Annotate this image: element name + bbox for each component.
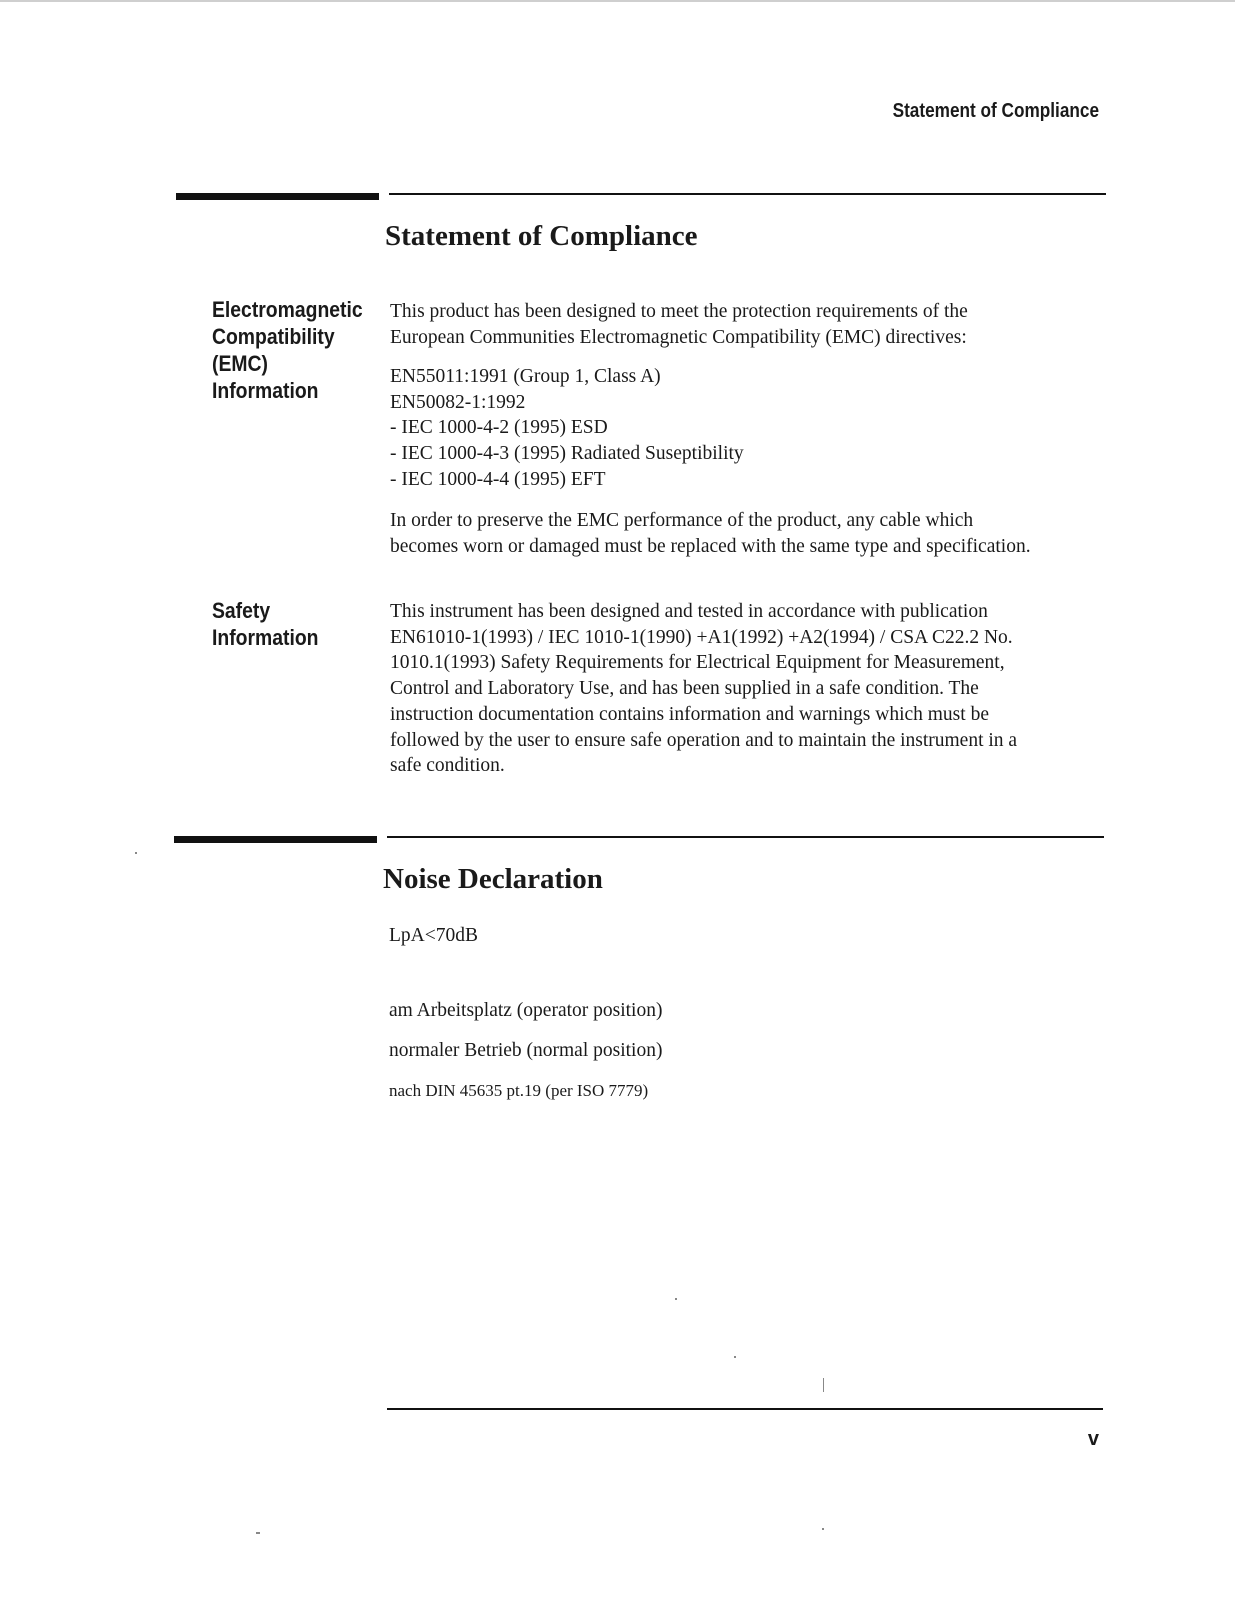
safety-line: EN61010-1(1993) / IEC 1010-1(1990) +A1(1992) +A2(1994) / CSA C22.2 No. <box>390 626 1013 648</box>
emc-intro-line: This product has been designed to meet the protection requirements of the <box>390 301 968 322</box>
emc-note <box>390 508 1031 559</box>
top-edge-rule <box>0 0 1235 2</box>
safety-line: This instrument has been designed and tested in accordance with publication <box>390 601 988 622</box>
safety-label-line: Safety <box>212 598 271 623</box>
emc-standard: EN55011:1991 (Group 1, Class A) <box>390 366 661 387</box>
emc-intro <box>390 299 968 350</box>
noise-line: normaler Betrieb (normal position) <box>389 1040 663 1061</box>
section-title-compliance: Statement of Compliance <box>385 220 698 252</box>
emc-intro-line: European Communities Electromagnetic Compatibility (EMC) directives: <box>390 326 967 348</box>
emc-label-line: Electromagnetic <box>212 297 363 322</box>
noise-level: LpA<70dB <box>389 925 478 946</box>
emc-label-line: (EMC) <box>212 351 268 376</box>
section-divider-rule <box>387 836 1104 838</box>
safety-line: followed by the user to ensure safe operation and to maintain the instrument in a <box>390 729 1018 751</box>
emc-label-line: Compatibility <box>212 324 335 349</box>
emc-standards-list <box>390 364 744 493</box>
safety-label <box>212 597 318 651</box>
page-number: v <box>1087 1428 1099 1450</box>
footer-rule <box>387 1408 1103 1410</box>
noise-line: nach DIN 45635 pt.19 (per ISO 7779) <box>389 1081 649 1100</box>
safety-label-line: Information <box>212 625 319 650</box>
emc-standard: - IEC 1000-4-4 (1995) EFT <box>390 468 606 490</box>
emc-standard: - IEC 1000-4-2 (1995) ESD <box>390 417 608 439</box>
section-divider-bar <box>174 836 377 843</box>
noise-line: am Arbeitsplatz (operator position) <box>389 1000 663 1021</box>
safety-line: instruction documentation contains information and warnings which must be <box>390 703 989 725</box>
scan-speck <box>734 1356 736 1358</box>
emc-note-line: In order to preserve the EMC performance of the product, any cable which <box>390 510 974 531</box>
scan-speck <box>822 1528 824 1530</box>
scan-speck <box>823 1378 824 1392</box>
section-divider-bar <box>176 193 379 200</box>
safety-line: Control and Laboratory Use, and has been supplied in a safe condition. The <box>390 678 979 700</box>
emc-note-line: becomes worn or damaged must be replaced with the same type and specification. <box>390 535 1031 557</box>
safety-line: safe condition. <box>390 755 505 777</box>
running-header: Statement of Compliance <box>892 100 1099 122</box>
emc-label-line: Information <box>212 378 319 403</box>
scan-speck <box>135 852 137 854</box>
emc-standard: EN50082-1:1992 <box>390 391 526 413</box>
section-title-noise: Noise Declaration <box>383 863 603 895</box>
scan-speck <box>256 1532 260 1534</box>
section-divider-rule <box>389 193 1106 195</box>
emc-standard: - IEC 1000-4-3 (1995) Radiated Suseptibility <box>390 443 744 465</box>
safety-line: 1010.1(1993) Safety Requirements for Electrical Equipment for Measurement, <box>390 652 1005 674</box>
scan-speck <box>675 1298 677 1300</box>
safety-body <box>390 599 1017 779</box>
emc-label <box>212 296 363 404</box>
